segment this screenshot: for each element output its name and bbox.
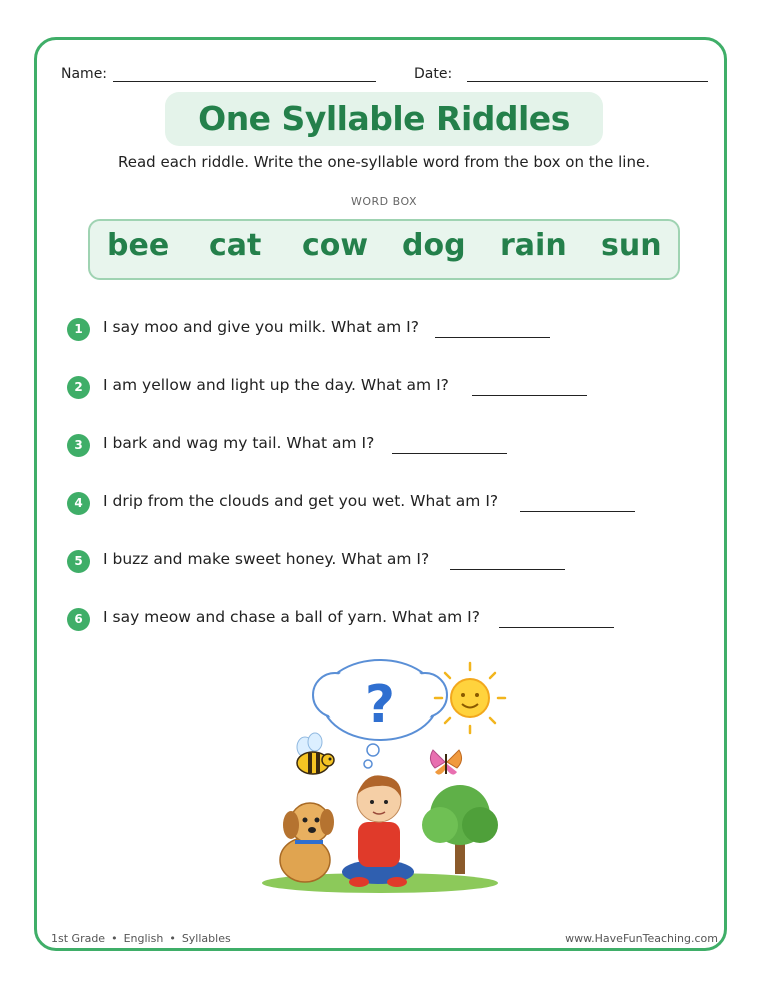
date-line[interactable] [467, 81, 708, 82]
question-mark: ? [364, 675, 396, 735]
footer-tag-subject: English [123, 932, 164, 945]
name-label: Name: [61, 66, 108, 82]
word-sun: sun [601, 228, 662, 263]
answer-line-5[interactable] [450, 569, 565, 570]
page-title: One Syllable Riddles [198, 99, 570, 138]
thought-bubble-icon [313, 660, 447, 768]
answer-line-1[interactable] [435, 337, 550, 338]
word-bee: bee [107, 228, 170, 263]
riddle-number-badge: 5 [67, 550, 90, 573]
name-line[interactable] [113, 81, 376, 82]
word-box-label: WORD BOX [351, 195, 417, 208]
butterfly-icon [430, 750, 461, 775]
answer-line-6[interactable] [499, 627, 614, 628]
word-dog: dog [402, 228, 466, 263]
illustration [255, 650, 515, 895]
riddle-number-badge: 1 [67, 318, 90, 341]
word-box [88, 219, 680, 280]
instructions: Read each riddle. Write the one-syllable word from the box on the line. [118, 153, 650, 171]
riddle-text: I say meow and chase a ball of yarn. What am I? [103, 608, 480, 626]
word-rain: rain [500, 228, 567, 263]
riddle-text: I am yellow and light up the day. What am I? [103, 376, 449, 394]
footer-tag-topic: Syllables [181, 932, 231, 945]
riddle-number-badge: 4 [67, 492, 90, 515]
footer-tag-grade: 1st Grade [51, 932, 106, 945]
footer-separator: • [169, 932, 176, 945]
date-label: Date: [414, 66, 453, 82]
dog-icon [280, 803, 334, 882]
riddle-number-badge: 6 [67, 608, 90, 631]
footer-tags [51, 932, 231, 945]
answer-line-4[interactable] [520, 511, 635, 512]
footer-separator: • [111, 932, 118, 945]
riddle-number-badge: 2 [67, 376, 90, 399]
answer-line-2[interactable] [472, 395, 587, 396]
riddle-text: I bark and wag my tail. What am I? [103, 434, 375, 452]
tree-icon [422, 785, 498, 874]
footer-site-link[interactable]: www.HaveFunTeaching.com [565, 932, 718, 945]
riddle-number-badge: 3 [67, 434, 90, 457]
word-cat: cat [209, 228, 262, 263]
riddle-text: I say moo and give you milk. What am I? [103, 318, 419, 336]
word-cow: cow [302, 228, 369, 263]
riddle-text: I drip from the clouds and get you wet. What am I? [103, 492, 499, 510]
bee-icon [297, 733, 334, 774]
riddle-text: I buzz and make sweet honey. What am I? [103, 550, 430, 568]
answer-line-3[interactable] [392, 453, 507, 454]
boy-icon [342, 775, 414, 887]
